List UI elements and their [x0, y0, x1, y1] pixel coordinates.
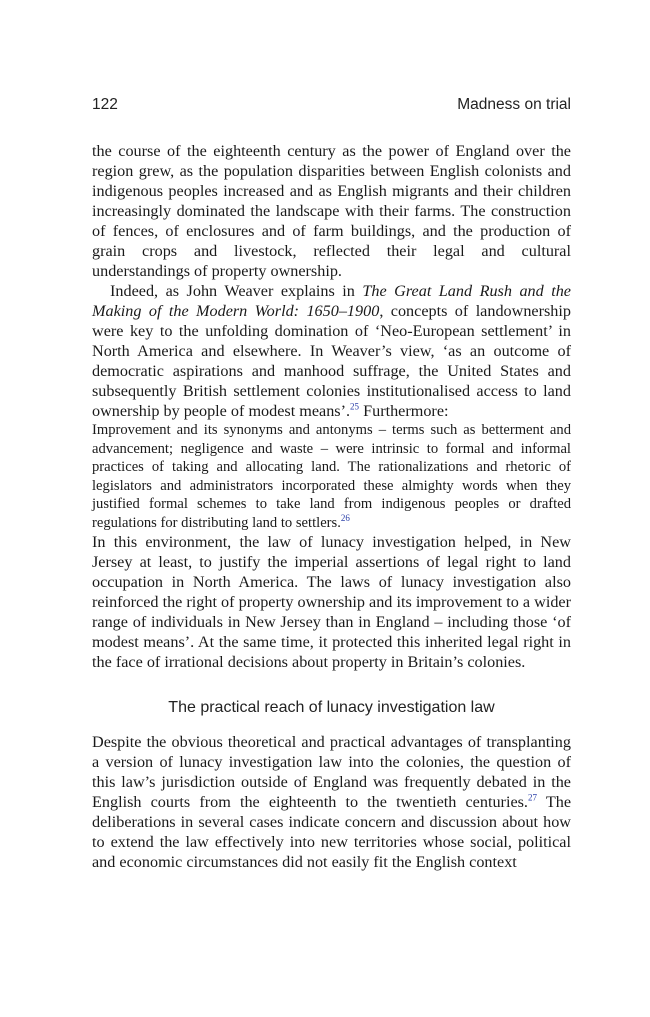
running-header [92, 96, 571, 114]
paragraph-4-body: The deliberations in several cases indicate concern and discussion about how to extend the law effectively into new territories whose social, political and economic circumstances did not easily fit the English context [92, 793, 572, 871]
section-heading: The practical reach of lunacy investigation law [168, 699, 495, 716]
book-title: The Great Land Rush and the Making of the Modern World: 1650–1900 [92, 282, 571, 320]
paragraph-2 [92, 281, 571, 421]
paragraph-2-lead: Indeed, as John Weaver explains in [110, 282, 363, 300]
footnote-ref-26[interactable]: 26 [340, 512, 350, 523]
book-page [92, 96, 571, 872]
body-text [92, 141, 571, 872]
block-quote [92, 421, 571, 532]
paragraph-4-lead: Despite the obvious theoretical and practical advantages of transplanting a version of lunacy investigation law into the colonies, the question of this law’s jurisdiction outside of England was frequently debated in the English courts from the eighteenth to the twentieth centuries. [92, 733, 571, 811]
page-number: 122 [92, 96, 118, 113]
paragraph-1: the course of the eighteenth century as the power of England over the region grew, as the population disparities between English colonists and indigenous peoples increased and as English migrants and their children increasingly dominated the landscape with their farms. The construction of fences, of enclosures and of farm buildings, and the production of grain crops and livestock, reflected their legal and cultural understandings of property ownership. [92, 142, 571, 280]
paragraph-2-tail: Furthermore: [359, 402, 449, 420]
block-quote-text: Improvement and its synonyms and antonyms – terms such as betterment and advancement; negligence and waste – were intrinsic to formal and informal practices of taking and allocating land. The rationalizations and rhetoric of legislators and administrators incorporated these almighty words when they justified formal schemes to take land from indigenous peoples or drafted regulations for distributing land to settlers. [92, 422, 571, 531]
footnote-ref-27[interactable]: 27 [527, 792, 537, 803]
paragraph-2-body: , concepts of landownership were key to the unfolding domination of ‘Neo-European settlement’ in North America and elsewhere. In Weaver’s view, ‘as an outcome of democratic aspirations and manhood suffrage, the United States and subsequently British settlement colonies institutionalised access to land ownership by people of modest means’. [92, 302, 571, 420]
paragraph-3: In this environment, the law of lunacy investigation helped, in New Jersey at least, to justify the imperial assertions of legal right to land occupation in North America. The laws of lunacy investigation also reinforced the right of property ownership and its improvement to a wider range of individuals in New Jersey than in England – including those ‘of modest means’. At the same time, it protected this inherited legal right in the face of irrational decisions about property in Britain’s colonies. [92, 533, 571, 671]
paragraph-4 [92, 732, 571, 872]
footnote-ref-25[interactable]: 25 [350, 401, 360, 412]
running-title: Madness on trial [457, 96, 571, 113]
